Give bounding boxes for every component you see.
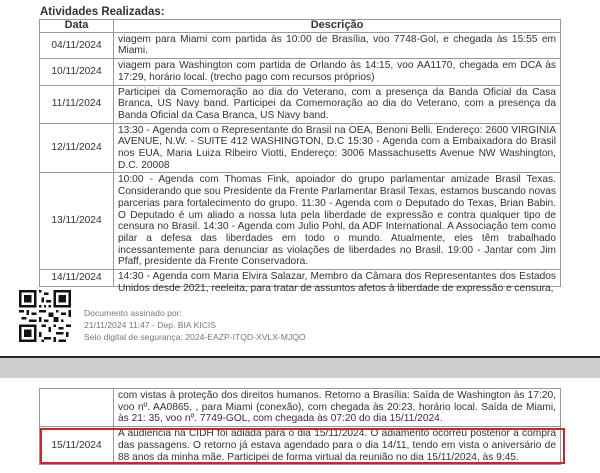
- signature-line-2: 21/11/2024 11:47 - Dep. BIA KICIS: [84, 319, 217, 330]
- activities-table: [39, 19, 561, 294]
- table-header-row: [40, 20, 561, 33]
- row-date: 12/11/2024: [40, 123, 114, 173]
- qr-code-icon: [19, 290, 71, 342]
- row-date: 14/11/2024: [40, 270, 114, 287]
- table-row: [40, 59, 561, 85]
- row-description: viagem para Washington com partida de Orlando às 14:15, voo AA1170, chegada em DCA às 17:29, horário local. (trecho pago com recursos próprios): [114, 59, 561, 85]
- row-date: 13/11/2024: [40, 173, 114, 270]
- table-row: [40, 389, 561, 427]
- row-description: [114, 270, 561, 294]
- row-date: 11/11/2024: [40, 85, 114, 123]
- row-date: 15/11/2024: [40, 427, 114, 465]
- row-description: com vistas à proteção dos direitos humanos. Retorno a Brasília: Saída de Washington às 17:20, voo nº. AA0865, , para Miami (conexão), com chegada às 20:23, horário local. Saída de Miami, às 21: 35, voo nº. 7749-GOL, com chegada às 07:20 do dia 15/11/2024.: [114, 389, 561, 427]
- row-date: 04/11/2024: [40, 32, 114, 58]
- row-date: [40, 389, 114, 427]
- page-separator: [0, 356, 600, 380]
- row-description: A audiência na CIDH foi adiada para o dia 15/11/2024. O adiamento ocorreu posterior à compra das passagens. O retorno já estava agendado para o dia 14/11, tendo em vista o aniversário de 88 anos da minha mãe. Participei de forma virtual da reunião no dia 15/11/2024, às 9:45.: [114, 427, 561, 465]
- signature-line-3: Selo digital de segurança: 2024-EAZP-ITQD-XVLX-MJQO: [84, 331, 306, 342]
- section-title: Atividades Realizadas:: [40, 6, 165, 18]
- signature-block: [84, 308, 306, 343]
- table-row: [40, 173, 561, 270]
- row-description: viagem para Miami com partida às 10:00 de Brasília, voo 7748-Gol, e chegada às 15:55 em Miami.: [114, 32, 561, 58]
- row-description: 10:00 - Agenda com Thomas Fink, apoiador do grupo parlamentar amizade Brasil Texas. Considerando que sou Presidente da Frente Parlamentar Brasil Texas, estamos buscando novas parcerias para fortalecimento do grupo. 11:30 - Agenda com o Deputado do Texas, Brian Babin. O Deputado é um aliado a nossa luta pela liberdade de expressão e contra qualquer tipo de censura no Brasil. 14:30 - Agenda com Julio Pohl, da ADF International. A Associação tem como pilar a defesa das liberdades em todo o mundo. Atualmente, eles têm trabalhado incessantemente para denunciar as violações de liberdades no Brasil. 19:00 - Jantar com Jim Pfaff, presidente da Frente Conservadora.: [114, 173, 561, 270]
- row-description: Participei da Comemoração ao dia do Veterano, com a presença da Banda Oficial da Casa Branca, US Navy band. Participei da Comemoração ao dia do Veterano, com a presença da Banda Oficial da Casa Branca, US Navy band.: [114, 85, 561, 123]
- table-row: [40, 270, 561, 287]
- table-row: [40, 85, 561, 123]
- row-date: 10/11/2024: [40, 59, 114, 85]
- table-row: [40, 32, 561, 58]
- row-description: 13:30 - Agenda com o Representante do Brasil na OEA, Benoni Belli. Endereço: 2600 VIRGINIA AVENUE, N.W. - SUITE 412 WASHINGTON, D.C 15:30 - Agenda com a Embaixadora do Brasil nos EUA, Maria Luiza Ribeiro Viotti, Endereço: 3006 Massachusetts Avenue NW Washington, D.C. 20008: [114, 123, 561, 173]
- row-description-text: 14:30 - Agenda com Maria Elvira Salazar, Membro da Câmara dos Representantes dos Estados Unidos desde 2021, reeleita, para tratar de assuntos afetos à liberdade de expressão e censura,: [118, 271, 556, 294]
- table-row: [40, 123, 561, 173]
- header-date: Data: [40, 20, 114, 33]
- table-row-highlighted: [40, 427, 561, 465]
- activities-table-continuation: [39, 388, 561, 465]
- header-description: Descrição: [114, 20, 561, 33]
- signature-line-1: Documento assinado por:: [84, 308, 182, 318]
